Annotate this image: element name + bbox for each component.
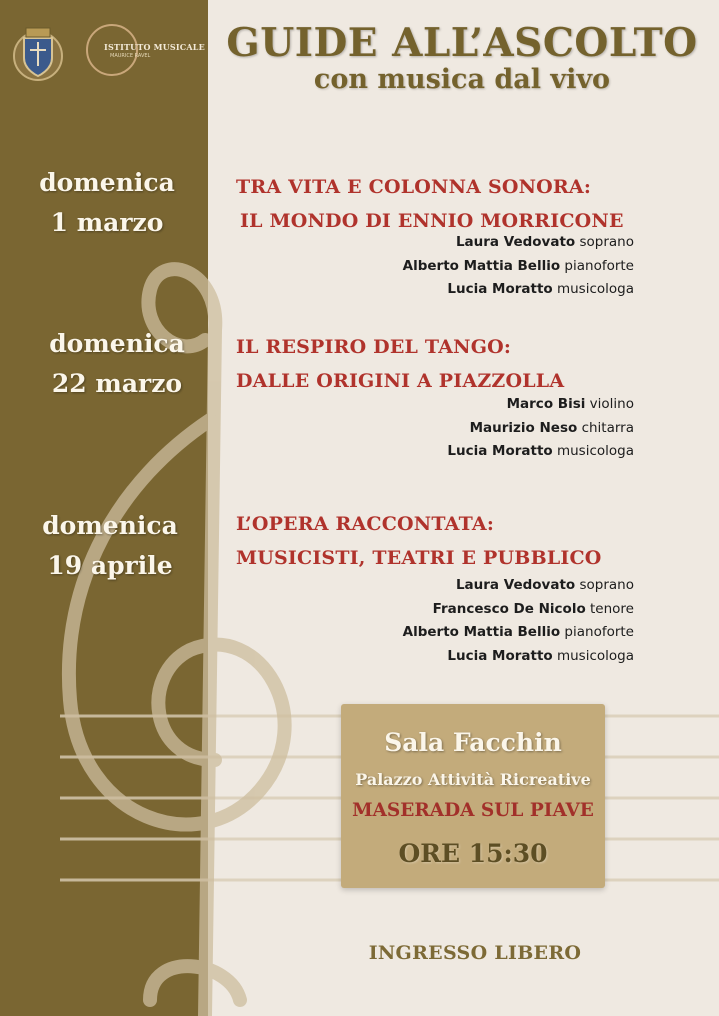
performer-name: Francesco De Nicolo: [432, 600, 586, 617]
venue-building: Palazzo Attività Ricreative: [355, 770, 591, 789]
event-title-line2: MUSICISTI, TEATRI E PUBBLICO: [236, 547, 602, 569]
performer-role: musicologa: [556, 647, 634, 664]
event-date: [22, 324, 212, 404]
event-title: [236, 330, 564, 398]
performer-role: tenore: [590, 600, 634, 617]
istituto-musicale-logo-icon: [86, 24, 205, 80]
performer-role: soprano: [579, 577, 634, 593]
performer-row: [447, 417, 634, 441]
event-date-day: domenica: [42, 511, 178, 540]
performer-role: soprano: [579, 234, 634, 250]
performer-name: Maurizio Neso: [469, 419, 578, 436]
performer-row: [403, 645, 634, 669]
coat-of-arms-icon: [10, 20, 66, 84]
performer-row: [403, 231, 634, 255]
event-date-month: 19 aprile: [47, 551, 173, 580]
logo-istituto-subname: MAURICE RAVEL: [110, 53, 151, 59]
page-title: GUIDE ALL’ASCOLTO: [226, 20, 698, 66]
event-title-line2: DALLE ORIGINI A PIAZZOLLA: [236, 370, 565, 392]
performer-name: Marco Bisi: [506, 396, 586, 412]
performer-role: violino: [589, 396, 634, 412]
event-title-line1: TRA VITA E COLONNA SONORA:: [236, 176, 592, 198]
performer-role: pianoforte: [564, 257, 634, 274]
performer-row: [403, 255, 634, 279]
event-date-month: 22 marzo: [51, 369, 183, 398]
event-date: [12, 163, 202, 243]
performer-row: [447, 393, 634, 417]
performer-role: musicologa: [556, 281, 634, 297]
performer-row: [403, 278, 634, 302]
performer-row: [447, 440, 634, 464]
performer-row: [403, 621, 634, 645]
venue-town: MASERADA SUL PIAVE: [352, 800, 594, 821]
performer-row: [403, 598, 634, 622]
performer-name: Laura Vedovato: [455, 234, 576, 250]
performer-name: Laura Vedovato: [455, 577, 576, 593]
logo-istituto-name: ISTITUTO MUSICALE: [104, 42, 205, 52]
performer-name: Lucia Moratto: [447, 647, 553, 664]
page-subtitle: con musica dal vivo: [313, 64, 611, 95]
event-performers: [447, 393, 634, 464]
venue-box: [341, 704, 605, 888]
performer-role: pianoforte: [564, 624, 634, 640]
performer-name: Alberto Mattia Bellio: [402, 624, 561, 640]
venue-time: ORE 15:30: [398, 839, 548, 868]
performer-role: musicologa: [556, 443, 634, 459]
event-date: [15, 506, 205, 586]
performer-name: Lucia Moratto: [447, 281, 553, 297]
event-title: [236, 507, 602, 575]
venue-name: Sala Facchin: [384, 728, 562, 757]
event-date-day: domenica: [49, 329, 185, 358]
event-performers: [403, 231, 634, 302]
event-title-line2: IL MONDO DI ENNIO MORRICONE: [240, 210, 624, 232]
performer-role: chitarra: [581, 419, 634, 436]
performer-name: Lucia Moratto: [447, 443, 553, 459]
event-title: [236, 170, 624, 238]
admission-note: INGRESSO LIBERO: [368, 942, 582, 964]
event-performers: [403, 574, 634, 668]
event-title-line1: L’OPERA RACCONTATA:: [236, 513, 495, 535]
performer-row: [403, 574, 634, 598]
event-date-day: domenica: [39, 168, 175, 197]
performer-name: Alberto Mattia Bellio: [402, 257, 561, 274]
event-date-month: 1 marzo: [50, 208, 164, 237]
event-title-line1: IL RESPIRO DEL TANGO:: [236, 336, 512, 358]
